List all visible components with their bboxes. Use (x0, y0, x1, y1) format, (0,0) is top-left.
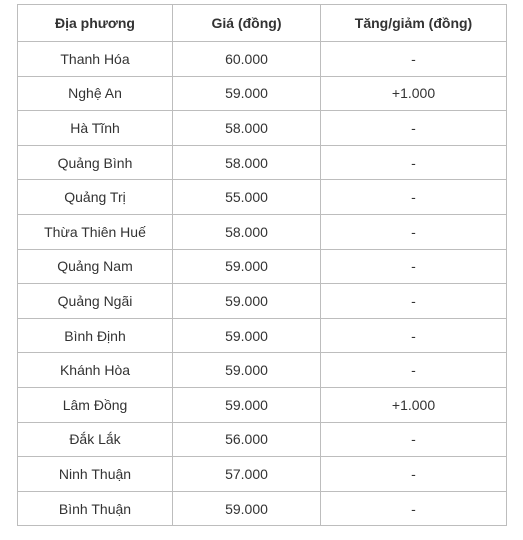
cell-locality: Nghệ An (18, 76, 173, 111)
table-row (18, 42, 507, 77)
table-row (18, 145, 507, 180)
cell-locality: Quảng Ngãi (18, 284, 173, 319)
cell-locality: Quảng Bình (18, 145, 173, 180)
cell-price: 58.000 (173, 111, 321, 146)
cell-locality: Lâm Đồng (18, 387, 173, 422)
cell-price: 59.000 (173, 387, 321, 422)
cell-price: 59.000 (173, 249, 321, 284)
cell-locality: Quảng Trị (18, 180, 173, 215)
cell-change: - (321, 422, 507, 457)
cell-change: - (321, 284, 507, 319)
cell-change: - (321, 457, 507, 492)
cell-price: 58.000 (173, 145, 321, 180)
cell-change: - (321, 249, 507, 284)
cell-change: - (321, 42, 507, 77)
price-table-container (17, 4, 506, 526)
cell-locality: Đắk Lắk (18, 422, 173, 457)
cell-locality: Khánh Hòa (18, 353, 173, 388)
header-price: Giá (đồng) (173, 5, 321, 42)
cell-change: - (321, 318, 507, 353)
table-row (18, 284, 507, 319)
table-row (18, 353, 507, 388)
table-row (18, 491, 507, 526)
cell-change: +1.000 (321, 387, 507, 422)
cell-locality: Thanh Hóa (18, 42, 173, 77)
cell-price: 59.000 (173, 76, 321, 111)
cell-locality: Ninh Thuận (18, 457, 173, 492)
table-row (18, 76, 507, 111)
cell-price: 59.000 (173, 318, 321, 353)
cell-change: - (321, 491, 507, 526)
cell-price: 59.000 (173, 353, 321, 388)
price-table (17, 4, 507, 526)
cell-change: - (321, 145, 507, 180)
cell-price: 55.000 (173, 180, 321, 215)
table-header (18, 5, 507, 42)
cell-change: - (321, 111, 507, 146)
cell-locality: Bình Định (18, 318, 173, 353)
cell-price: 56.000 (173, 422, 321, 457)
table-row (18, 249, 507, 284)
table-body (18, 42, 507, 526)
cell-change: - (321, 180, 507, 215)
table-row (18, 180, 507, 215)
table-row (18, 457, 507, 492)
cell-change: - (321, 214, 507, 249)
cell-change: - (321, 353, 507, 388)
cell-price: 60.000 (173, 42, 321, 77)
header-change: Tăng/giảm (đồng) (321, 5, 507, 42)
table-row (18, 111, 507, 146)
cell-change: +1.000 (321, 76, 507, 111)
table-row (18, 387, 507, 422)
table-row (18, 214, 507, 249)
table-row (18, 318, 507, 353)
header-locality: Địa phương (18, 5, 173, 42)
cell-price: 58.000 (173, 214, 321, 249)
table-row (18, 422, 507, 457)
cell-locality: Quảng Nam (18, 249, 173, 284)
cell-locality: Hà Tĩnh (18, 111, 173, 146)
header-row (18, 5, 507, 42)
cell-locality: Thừa Thiên Huế (18, 214, 173, 249)
cell-price: 57.000 (173, 457, 321, 492)
cell-price: 59.000 (173, 491, 321, 526)
cell-price: 59.000 (173, 284, 321, 319)
cell-locality: Bình Thuận (18, 491, 173, 526)
